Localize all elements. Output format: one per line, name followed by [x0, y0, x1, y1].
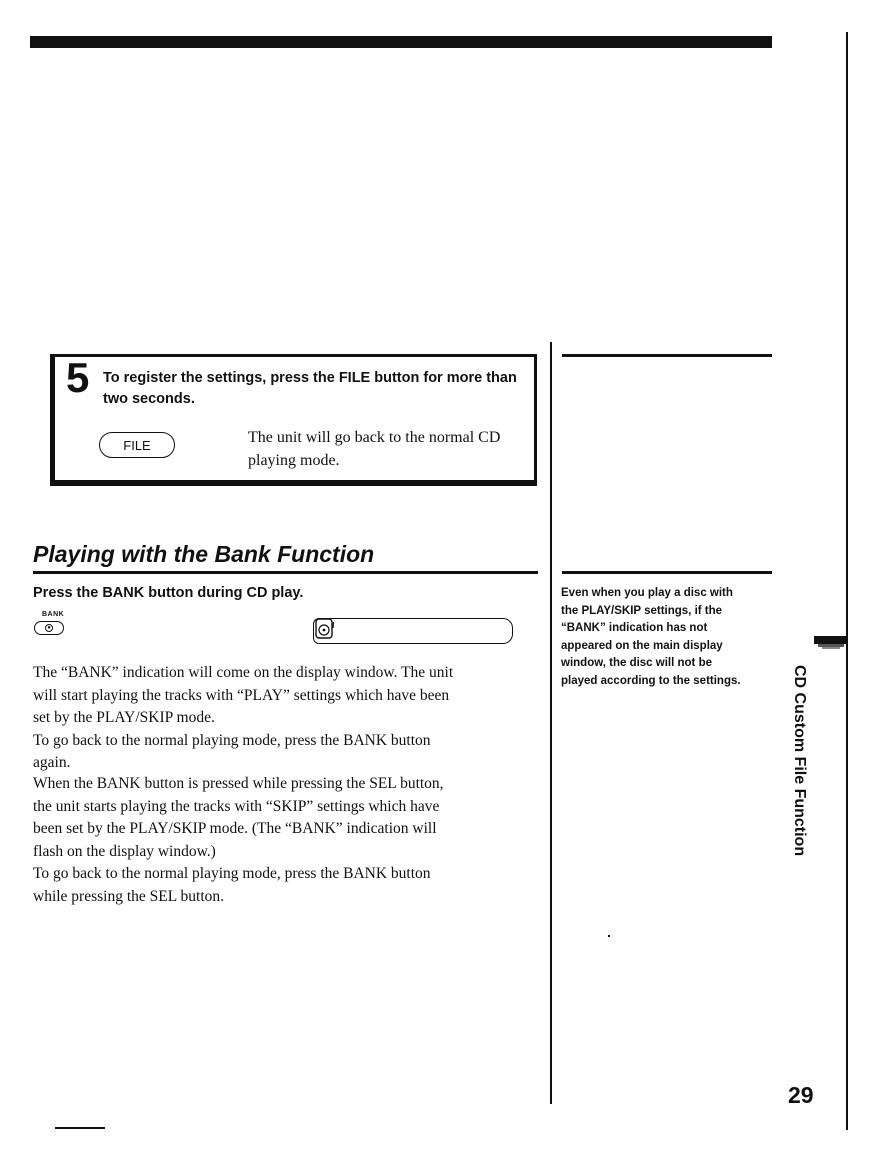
paragraph-line: To go back to the normal playing mode, press the BANK button — [33, 731, 431, 749]
column-divider — [550, 342, 552, 1104]
paragraph-bank-skip — [33, 773, 538, 908]
section-title-rule — [33, 571, 538, 574]
chapter-tab-label: CD Custom File Function — [791, 665, 808, 857]
side-note-line: the PLAY/SKIP settings, if the — [561, 604, 723, 617]
side-note-line: “BANK” indication has not — [561, 622, 708, 634]
top-rule-bar — [30, 36, 772, 48]
side-note — [561, 585, 771, 690]
sidebar-rule-top — [562, 354, 772, 357]
disc-bank-icon — [315, 618, 335, 640]
chapter-tab-marker — [812, 634, 848, 652]
step-instruction: To register the settings, press the FILE button for more than two seconds. — [103, 370, 517, 407]
paragraph-line: The “BANK” indication will come on the display window. The unit — [33, 664, 454, 681]
side-note-line: window, the disc will not be — [561, 657, 712, 669]
paragraph-line: will start playing the tracks with “PLAY” settings which have been — [33, 686, 450, 704]
bank-button-icon: ● — [45, 624, 53, 632]
paragraph-line: set by the PLAY/SKIP mode. — [33, 709, 215, 726]
side-note-line: played according to the settings. — [561, 674, 741, 687]
section-title: Playing with the Bank Function — [33, 541, 375, 567]
bank-button-caption: BANK — [42, 611, 65, 618]
paragraph-line: the unit starts playing the tracks with “SKIP” settings which have — [33, 797, 440, 815]
section-subhead: Press the BANK button during CD play. — [33, 585, 304, 601]
display-window-illustration — [313, 618, 513, 644]
paragraph-line: again. — [33, 754, 71, 771]
footer-dash — [55, 1127, 105, 1129]
side-note-line: Even when you play a disc with — [561, 587, 733, 599]
paragraph-line: flash on the display window.) — [33, 842, 216, 860]
sidebar-rule-note — [562, 571, 772, 574]
paragraph-line: When the BANK button is pressed while pressing the SEL button, — [33, 775, 444, 792]
file-button-illustration — [99, 432, 175, 458]
paragraph-line: while pressing the SEL button. — [33, 887, 225, 905]
step-number: 5 — [66, 354, 90, 401]
paragraph-bank-play — [33, 662, 538, 775]
step-description: The unit will go back to the normal CD playing mode. — [248, 429, 501, 469]
right-margin-rule — [846, 32, 848, 1130]
side-note-line: appeared on the main display — [561, 639, 723, 652]
stray-speck — [608, 935, 610, 937]
bank-button-illustration — [34, 621, 64, 635]
paragraph-line: been set by the PLAY/SKIP mode. (The “BANK” indication will — [33, 820, 437, 837]
file-button-label: FILE — [123, 437, 151, 453]
paragraph-line: To go back to the normal playing mode, press the BANK button — [33, 865, 431, 882]
page-number: 29 — [788, 1082, 814, 1108]
